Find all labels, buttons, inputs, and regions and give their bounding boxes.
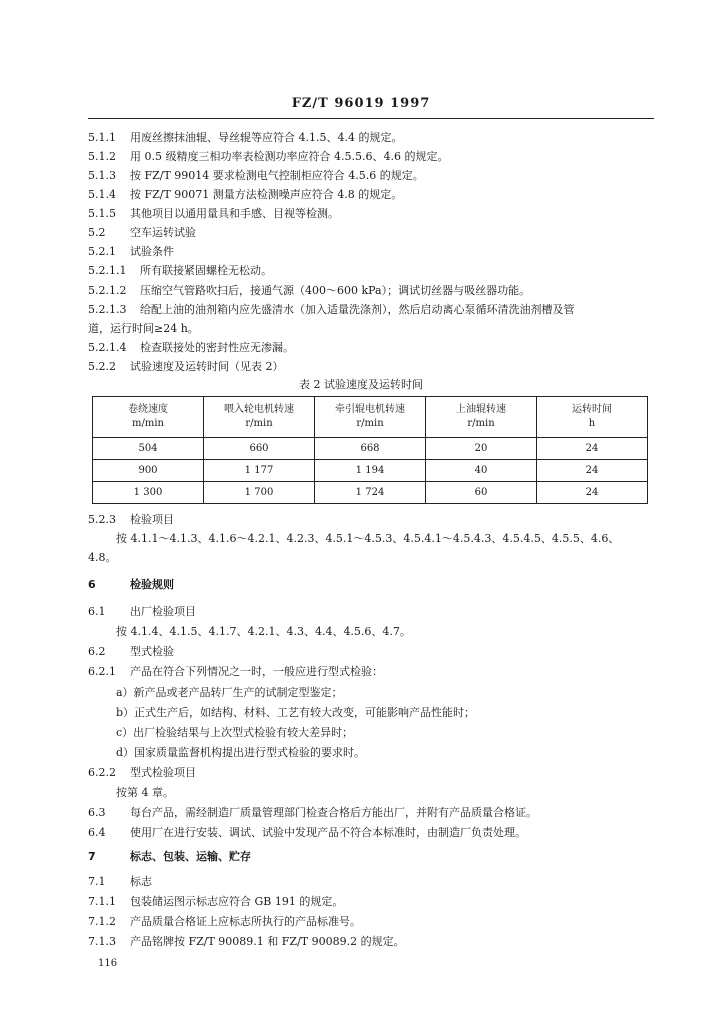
table-cell: 24 — [537, 438, 648, 460]
table-cell: 1 177 — [204, 460, 315, 482]
clause-text: 出厂检验项目 — [130, 605, 196, 618]
table-header-cell: 牵引辊电机转速 r/min — [315, 397, 426, 438]
clause-text: 用废丝擦抹油辊、导丝辊等应符合 4.1.5、4.4 的规定。 — [130, 131, 403, 144]
clause-number: 7.1.1 — [88, 895, 116, 908]
clause-continuation — [116, 686, 343, 700]
clause-line — [88, 245, 174, 259]
clause-text: 试验速度及运转时间（见表 2） — [130, 360, 284, 373]
clause-text: 试验条件 — [130, 245, 174, 258]
clause-text: 检验项目 — [130, 513, 174, 526]
clause-text: 用 0.5 级精度三相功率表检测功率应符合 4.5.5.6、4.6 的规定。 — [130, 150, 449, 163]
clause-line — [88, 665, 383, 679]
table-cell: 1 724 — [315, 482, 426, 504]
table-cell: 24 — [537, 460, 648, 482]
clause-line — [88, 264, 272, 278]
table-cell: 24 — [537, 482, 648, 504]
clause-number: 5.1.5 — [88, 207, 116, 220]
clause-text: 型式检验 — [130, 645, 174, 658]
clause-text: 检验规则 — [130, 578, 174, 591]
table-row — [93, 438, 648, 460]
standard-header: FZ/T 96019 1997 — [291, 96, 431, 111]
clause-text: 产品铭牌按 FZ/T 90089.1 和 FZ/T 90089.2 的规定。 — [130, 935, 405, 948]
clause-number: 6.2 — [88, 645, 106, 658]
clause-continuation — [116, 746, 365, 760]
clause-line — [88, 513, 174, 527]
clause-text: 按 FZ/T 90071 测量方法检测噪声应符合 4.8 的规定。 — [130, 188, 403, 201]
clause-text: 产品质量合格证上应标志所执行的产品标准号。 — [130, 915, 361, 928]
clause-number: 5.2 — [88, 226, 106, 239]
clause-line — [88, 875, 152, 889]
clause-text: 压缩空气管路吹扫后，接通气源（400～600 kPa）；调试切丝器与吸丝器功能。 — [140, 284, 531, 297]
clause-continuation — [88, 322, 199, 336]
clause-continuation — [116, 706, 475, 720]
clause-continuation — [88, 551, 117, 565]
clause-line — [88, 150, 448, 164]
clause-number: 5.2.1.3 — [88, 303, 127, 316]
clause-number: 6 — [88, 578, 96, 591]
clause-number: 5.2.1.2 — [88, 284, 127, 297]
table-cell: 1 300 — [93, 482, 204, 504]
clause-text: a）新产品或老产品转厂生产的试制定型鉴定； — [116, 686, 343, 699]
clause-number: 5.2.1.1 — [88, 264, 127, 277]
clause-number: 6.2.1 — [88, 665, 116, 678]
clause-number: 6.1 — [88, 605, 106, 618]
clause-number: 5.2.2 — [88, 360, 116, 373]
clause-number: 5.2.1.4 — [88, 341, 127, 354]
clause-line — [88, 169, 424, 183]
clause-line — [88, 226, 196, 240]
clause-text: 道，运行时间≥24 h。 — [88, 322, 199, 335]
clause-number: 7.1.3 — [88, 935, 116, 948]
clause-text: 产品在符合下列情况之一时，一般应进行型式检验： — [130, 665, 383, 678]
clause-number: 5.2.3 — [88, 513, 116, 526]
table-header-row — [93, 397, 648, 438]
table-header-cell: 卷绕速度 m/min — [93, 397, 204, 438]
clause-line — [88, 188, 402, 202]
clause-number: 7.1 — [88, 875, 106, 888]
clause-number: 5.1.1 — [88, 131, 116, 144]
clause-line — [88, 207, 339, 221]
header-rule — [88, 118, 654, 119]
clause-line — [88, 850, 251, 864]
clause-text: 按第 4 章。 — [116, 786, 174, 799]
clause-line — [88, 303, 575, 317]
table-row — [93, 460, 648, 482]
clause-number: 5.1.2 — [88, 150, 116, 163]
speed-table — [92, 396, 648, 504]
page-number: 116 — [98, 958, 118, 969]
clause-continuation — [116, 726, 353, 740]
clause-line — [88, 826, 526, 840]
clause-number: 7 — [88, 850, 96, 863]
table-cell: 900 — [93, 460, 204, 482]
clause-text: 所有联接紧固螺栓无松动。 — [140, 264, 272, 277]
clause-text: 给配上油的油剂箱内应先盛清水（加入适量洗涤剂），然后启动离心泵循环清洗油剂槽及管 — [140, 303, 575, 316]
clause-text: c）出厂检验结果与上次型式检验有较大差异时； — [116, 726, 354, 739]
clause-text: 按 4.1.1～4.1.3、4.1.6～4.2.1、4.2.3、4.5.1～4.5.3、4.5.4.1～4.5.4.3、4.5.4.5、4.5.5、4.6、 — [116, 532, 620, 545]
clause-text: 4.8。 — [88, 551, 117, 564]
clause-line — [88, 766, 196, 780]
clause-line — [88, 341, 294, 355]
clause-line — [88, 645, 174, 659]
clause-number: 6.3 — [88, 806, 106, 819]
table-row — [93, 482, 648, 504]
table-header-cell: 上油辊转速 r/min — [426, 397, 537, 438]
clause-line — [88, 915, 361, 929]
clause-text: 按 4.1.4、4.1.5、4.1.7、4.2.1、4.3、4.4、4.5.6、4.7。 — [116, 625, 411, 638]
table-header-cell: 喂入轮电机转速 r/min — [204, 397, 315, 438]
table-cell: 668 — [315, 438, 426, 460]
clause-number: 5.2.1 — [88, 245, 116, 258]
clause-text: 标志 — [130, 875, 152, 888]
clause-text: 使用厂在进行安装、调试、试验中发现产品不符合本标准时，由制造厂负责处理。 — [130, 826, 526, 839]
table-header-cell: 运转时间 h — [537, 397, 648, 438]
table-caption: 表 2 试验速度及运转时间 — [299, 378, 423, 391]
table-cell: 40 — [426, 460, 537, 482]
clause-line — [88, 605, 196, 619]
clause-number: 5.1.4 — [88, 188, 116, 201]
clause-text: 其他项目以通用量具和手感、目视等检测。 — [130, 207, 339, 220]
clause-number: 7.1.2 — [88, 915, 116, 928]
clause-text: 每台产品，需经制造厂质量管理部门检查合格后方能出厂，并附有产品质量合格证。 — [130, 806, 537, 819]
table-cell: 1 194 — [315, 460, 426, 482]
table-cell: 60 — [426, 482, 537, 504]
clause-number: 6.2.2 — [88, 766, 116, 779]
clause-number: 6.4 — [88, 826, 106, 839]
clause-line — [88, 806, 537, 820]
table-cell: 504 — [93, 438, 204, 460]
clause-text: 检查联接处的密封性应无渗漏。 — [140, 341, 294, 354]
clause-line — [88, 360, 284, 374]
clause-text: 标志、包装、运输、贮存 — [130, 850, 251, 863]
clause-line — [88, 578, 174, 592]
table-cell: 1 700 — [204, 482, 315, 504]
clause-continuation — [116, 625, 411, 639]
clause-text: 包装储运图示标志应符合 GB 191 的规定。 — [130, 895, 344, 908]
clause-line — [88, 131, 402, 145]
clause-text: b）正式生产后，如结构、材料、工艺有较大改变，可能影响产品性能时； — [116, 706, 476, 719]
clause-text: 型式检验项目 — [130, 766, 196, 779]
clause-continuation — [116, 532, 619, 546]
clause-number: 5.1.3 — [88, 169, 116, 182]
clause-continuation — [116, 786, 174, 800]
clause-text: d）国家质量监督机构提出进行型式检验的要求时。 — [116, 746, 366, 759]
clause-text: 按 FZ/T 99014 要求检测电气控制柜应符合 4.5.6 的规定。 — [130, 169, 424, 182]
clause-line — [88, 935, 405, 949]
table-cell: 20 — [426, 438, 537, 460]
clause-line — [88, 895, 343, 909]
table-cell: 660 — [204, 438, 315, 460]
clause-line — [88, 284, 530, 298]
clause-text: 空车运转试验 — [130, 226, 196, 239]
